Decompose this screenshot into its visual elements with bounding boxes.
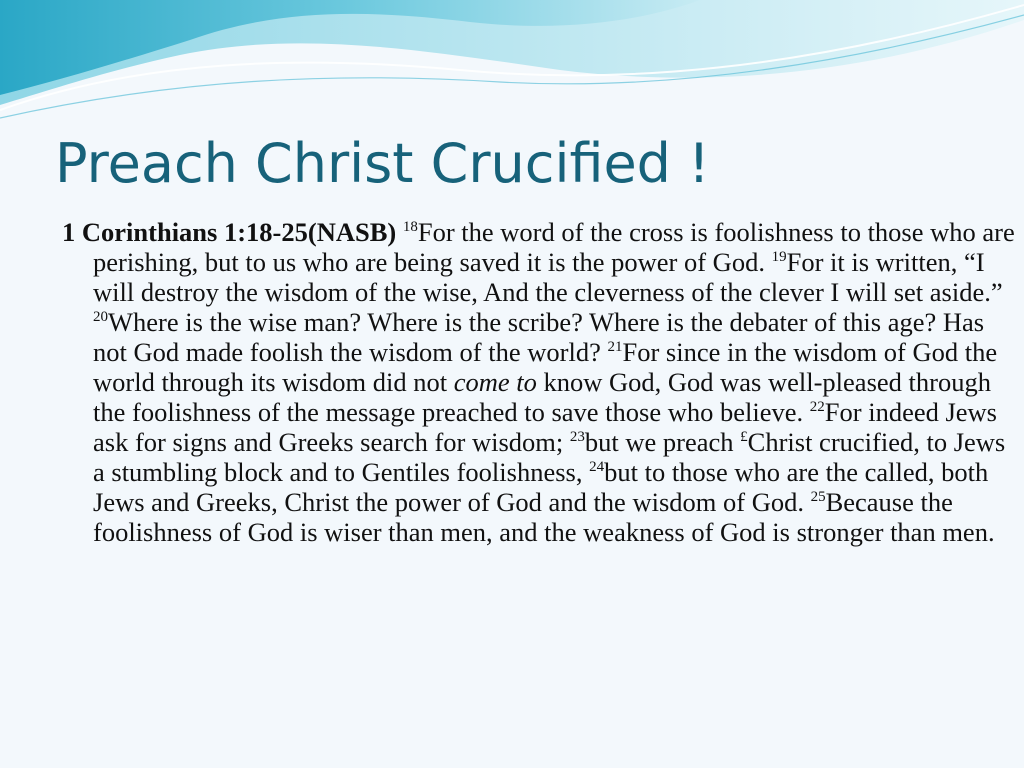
verse-number: 25 [810, 489, 826, 505]
verse-text: know God, God was well-pleased through the foolishness of the message preached to save those who believe. [93, 367, 991, 427]
verse-text: For since in the wisdom of God the world through its wisdom did not [93, 337, 998, 397]
verse-text: Christ crucified, to Jews a stumbling block and to Gentiles foolishness, [93, 427, 1006, 487]
scripture-passage [62, 217, 1023, 547]
verse-text: For indeed Jews ask for signs and Greeks search for wisdom; [93, 397, 997, 457]
verse-number: 18 [402, 219, 418, 235]
verse-number: 19 [771, 249, 787, 265]
verse-text: Where is the wise man? Where is the scribe? Where is the debater of this age? Has not God made foolish the wisdom of the world? [93, 307, 985, 367]
verse-number: 21 [607, 339, 623, 355]
footnote-mark: £ [740, 429, 748, 445]
verse-italic-text: come to [453, 367, 537, 397]
verse-number: 22 [809, 399, 825, 415]
verse-text: Because the foolishness of God is wiser than men, and the weakness of God is stronger than men. [93, 487, 995, 547]
verse-text: but to those who are the called, both Jews and Greeks, Christ the power of God and the wisdom of God. [93, 457, 989, 517]
verse-number: 20 [93, 309, 108, 325]
verse-number: 24 [589, 459, 605, 475]
verse-text: For the word of the cross is foolishness to those who are perishing, but to us who are being saved it is the power of God. [93, 217, 1015, 277]
slide-title: Preach Christ Crucified ! [55, 132, 710, 195]
verse-number: 23 [569, 429, 585, 445]
decorative-wave-header [0, 0, 1024, 130]
verse-text: For it is written, “I will destroy the wisdom of the wise, And the cleverness of the clever I will set aside.” [93, 247, 1003, 307]
scripture-reference: 1 Corinthians 1:18-25(NASB) [62, 217, 397, 247]
verse-text: but we preach [584, 427, 741, 457]
